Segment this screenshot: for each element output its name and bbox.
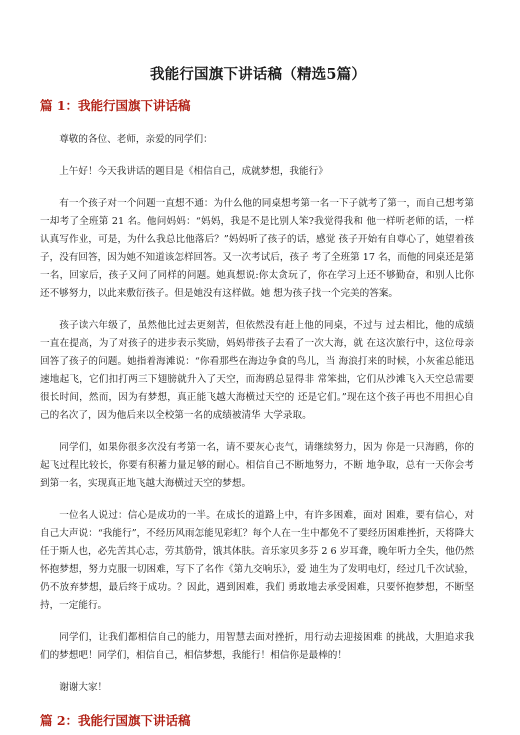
paragraph-story-2: 孩子读六年级了，虽然他比过去更刻苦，但依然没有赶上他的同桌，不过与 过去相比，他的成绩一直在提高，为了对孩子的进步表示奖励，妈妈带孩子去看了一次大海，就 在这次旅行中，这位母亲回答了孩子的问题。她指着海滩说：“你看那些在海边争食的鸟儿，当 海浪打来的时候，小灰雀总能迅速地起飞，它们扣打两三下翅膀就升入了天空，而海鸥总显得非 常笨拙，它们从沙滩飞入天空总需要很长时间，然而，因为有梦想，真正能飞越大海横过天空的 还是它们。”现在这个孩子再也不用担心自己的名次了，因为他后来以全校第一名的成绩被清华 大学录取。 bbox=[40, 320, 474, 421]
paragraph-thanks: 谢谢大家！ bbox=[59, 682, 108, 693]
document-title: 我能行国旗下讲话稿（精选5篇） bbox=[149, 66, 367, 83]
paragraph-intro: 上午好！今天我讲话的题目是《相信自己，成就梦想，我能行》 bbox=[59, 166, 328, 177]
paragraph-story-1: 有一个孩子对一个问题一直想不通：为什么他的同桌想考第一名一下子就考了第一，而自己想考第一却考了全班第 21 名。他问妈妈：“妈妈，我是不是比别人笨?我觉得我和 他一样听老师的话，一样认真写作业，可是，为什么我总比他落后？”妈妈听了孩子的话，感觉 孩子开始有自尊心了，她望着孩子，没有回答，因为她不知道该怎样回答。又一次考试后，孩子 考了全班第 17 名，而他的同桌还是第一名，回家后，孩子又问了同样的问题。她真想说:你太贪玩了，你在学习上还不够勤奋，和别人比你还不够努力，以此来敷衍孩子。但是她没有这样做。她 想为孩子找一个完美的答案。 bbox=[40, 198, 474, 299]
paragraph-confidence: 一位名人说过：信心是成功的一半。在成长的道路上中，有许多困难，面对 困难，要有信心，对自己大声说：“我能行”，不经历风雨怎能见彩虹？每个人在一生中都免不了要经历困难挫折，天将降大任于斯人也，必先苦其心志，劳其筋骨，饿其体肤。音乐家贝多芬 2 6 岁耳聋，晚年听力全失，他仍然怀抱梦想，努力克服一切困难，写下了名作《第九交响乐》，爱 迪生为了发明电灯，经过几千次试验，仍不放弃梦想，最后终于成功。？因此，遇到困难，我们 勇敢地去承受困难，只要怀抱梦想，不断坚持，一定能行。 bbox=[40, 510, 474, 611]
paragraph-salutation: 尊敬的各位、老师，亲爱的同学们： bbox=[59, 134, 213, 145]
section-heading-1: 篇 1：我能行国旗下讲话稿 bbox=[40, 98, 191, 113]
paragraph-encouragement: 同学们，如果你很多次没有考第一名，请不要灰心丧气，请继续努力，因为 你是一只海鸥，你的起飞过程比较长，你要有积蓄力量足够的耐心。相信自己不断地努力，不断 地争取，总有一天你会考到第一名，实现真正地飞越大海横过天空的梦想。 bbox=[40, 442, 474, 489]
paragraph-closing: 同学们，让我们都相信自己的能力，用智慧去面对挫折，用行动去迎接困难 的挑战，大胆追求我们的梦想吧！同学们，相信自己，相信梦想，我能行！相信你是最棒的！ bbox=[40, 632, 474, 661]
section-heading-2: 篇 2：我能行国旗下讲话稿 bbox=[40, 713, 191, 728]
